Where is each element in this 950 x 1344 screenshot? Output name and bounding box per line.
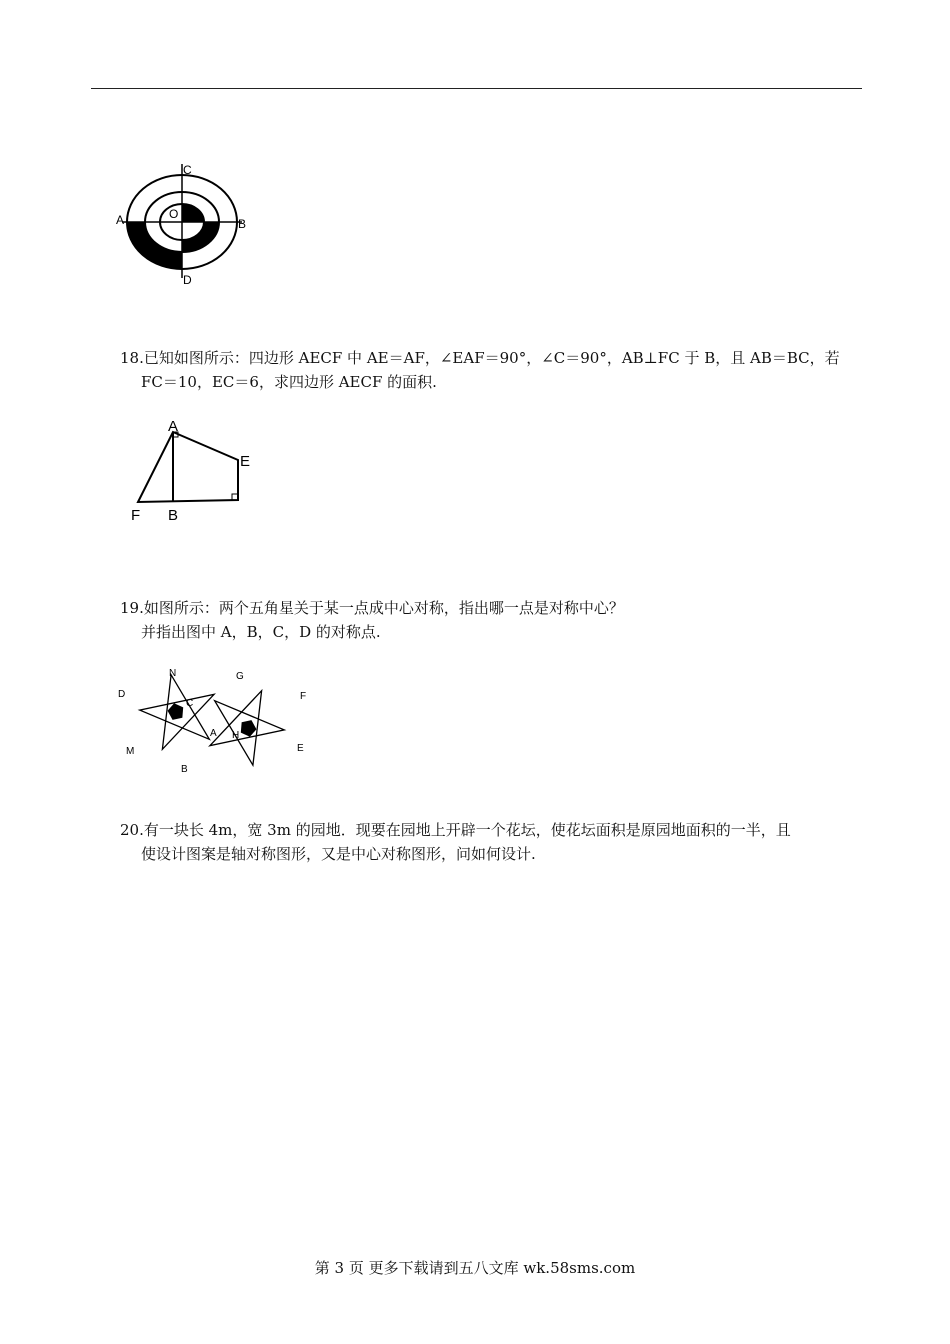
- label-b: B: [238, 217, 247, 231]
- label-g: G: [236, 671, 244, 682]
- label-a: A: [168, 418, 179, 435]
- label-f: F: [131, 507, 141, 524]
- question-19-line2: 并指出图中 A，B，C，D 的对称点.: [141, 623, 381, 641]
- label-m: M: [126, 746, 135, 757]
- label-e: E: [240, 453, 251, 470]
- question-18-line2: FC＝10，EC＝6，求四边形 AECF 的面积.: [141, 373, 437, 391]
- question-19: [120, 596, 865, 644]
- question-20-line1: 20.有一块长 4m，宽 3m 的园地．现要在园地上开辟一个花坛，使花坛面积是原园地面积的一半，且: [120, 821, 791, 839]
- label-a: A: [116, 213, 125, 227]
- question-20-line2: 使设计图案是轴对称图形，又是中心对称图形，问如何设计.: [141, 845, 536, 863]
- label-f: F: [300, 691, 307, 702]
- question-18: [120, 346, 865, 394]
- label-b: B: [181, 764, 188, 775]
- header-rule: [91, 88, 862, 89]
- question-20: [120, 818, 865, 866]
- label-h: H: [232, 730, 240, 741]
- label-d: D: [118, 689, 126, 700]
- concentric-circles-figure: [112, 158, 252, 290]
- page-footer: 第 3 页 更多下载请到五八文库 wk.58sms.com: [314, 1259, 636, 1277]
- label-b: B: [168, 507, 179, 524]
- label-o: O: [169, 207, 179, 221]
- label-c: C: [183, 163, 192, 177]
- label-n: N: [169, 668, 177, 679]
- label-e: E: [297, 743, 304, 754]
- two-stars-figure: [112, 664, 312, 776]
- question-18-line1: 18.已知如图所示：四边形 AECF 中 AE＝AF，∠EAF＝90°，∠C＝90°，AB⊥FC 于 B，且 AB＝BC，若: [120, 349, 840, 367]
- label-a: A: [210, 728, 217, 739]
- label-c: C: [186, 698, 194, 709]
- question-19-line1: 19.如图所示：两个五角星关于某一点成中心对称，指出哪一点是对称中心？: [120, 599, 624, 617]
- label-d: D: [183, 273, 192, 287]
- quadrilateral-figure: [126, 416, 266, 526]
